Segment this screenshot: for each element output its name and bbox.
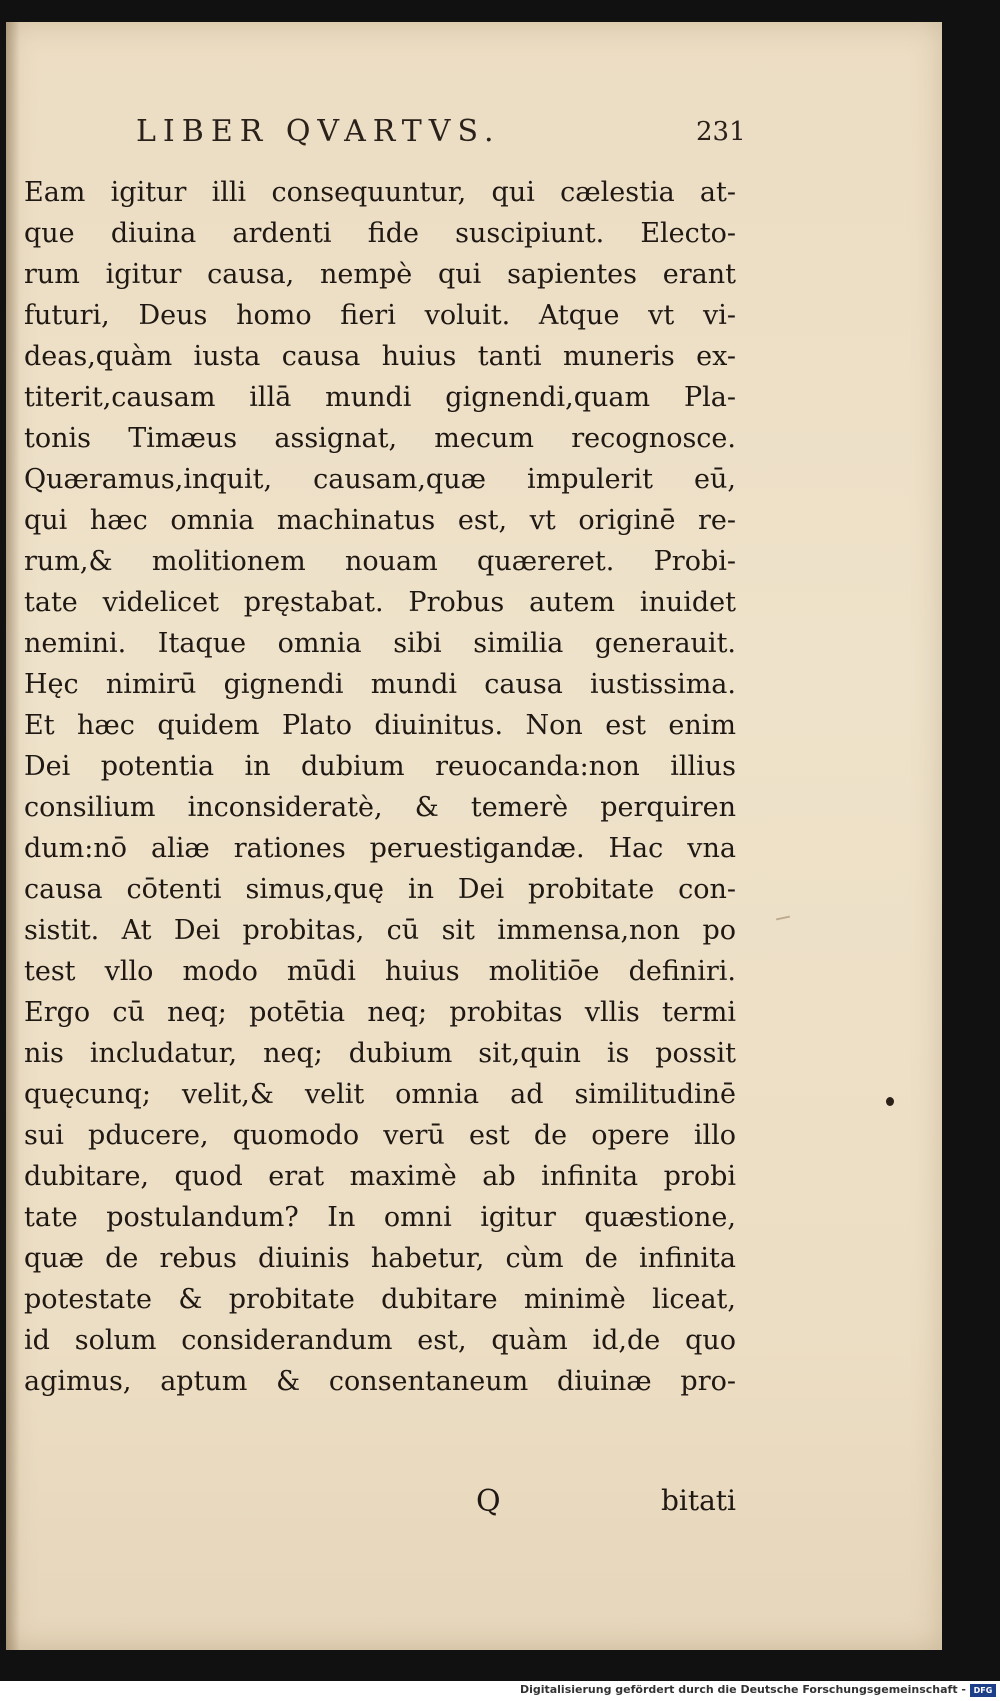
ink-mark	[776, 916, 790, 921]
footer-credit: Digitalisierung gefördert durch die Deutsche Forschungsgemeinschaft -	[519, 1683, 966, 1696]
text-line: nemini. Itaque omnia sibi similia generauit.	[24, 628, 736, 659]
text-line: deas,quàm iusta causa huius tanti muneris ex-	[24, 341, 736, 372]
signature-mark: Q	[476, 1484, 501, 1519]
text-line: rum,& molitionem nouam quæreret. Probi-	[24, 546, 736, 577]
page-edge-shadow	[6, 22, 20, 1650]
ink-speck	[886, 1097, 894, 1106]
text-line: Dei potentia in dubium reuocanda:non illius	[24, 751, 736, 782]
text-line: Et hæc quidem Plato diuinitus. Non est enim	[24, 710, 736, 741]
catchword-row	[476, 1484, 736, 1528]
text-line: Quæramus,inquit, causam,quæ impulerit eū,	[24, 464, 736, 495]
text-block	[24, 172, 736, 1402]
dfg-logo-icon: DFG	[970, 1684, 996, 1697]
text-line: tate videlicet pręstabat. Probus autem inuidet	[24, 587, 736, 618]
text-line: sistit. At Dei probitas, cū sit immensa,non po	[24, 915, 736, 946]
text-line: dum:nō aliæ rationes peruestigandæ. Hac vna	[24, 833, 736, 864]
page-number: 231	[696, 117, 746, 147]
text-line: rum igitur causa, nempè qui sapientes erant	[24, 259, 736, 290]
footer-bar	[0, 1681, 1000, 1701]
text-line: id solum considerandum est, quàm id,de quo	[24, 1325, 736, 1356]
text-line: causa cōtenti simus,quę in Dei probitate con-	[24, 874, 736, 905]
text-line: Ergo cū neq; potētia neq; probitas vllis termi	[24, 997, 736, 1028]
text-line: sui pducere, quomodo verū est de opere illo	[24, 1120, 736, 1151]
text-line: qui hæc omnia machinatus est, vt originē re-	[24, 505, 736, 536]
text-line: agimus, aptum & consentaneum diuinæ pro-	[24, 1366, 736, 1397]
text-line: futuri, Deus homo fieri voluit. Atque vt vi-	[24, 300, 736, 331]
text-line: nis includatur, neq; dubium sit,quin is possit	[24, 1038, 736, 1069]
text-line: quæ de rebus diuinis habetur, cùm de infinita	[24, 1243, 736, 1274]
text-line: titerit,causam illā mundi gignendi,quam Pla-	[24, 382, 736, 413]
text-line: dubitare, quod erat maximè ab infinita probi	[24, 1161, 736, 1192]
text-line: potestate & probitate dubitare minimè liceat,	[24, 1284, 736, 1315]
text-line: consilium inconsideratè, & temerè perquiren	[24, 792, 736, 823]
text-line: que diuina ardenti fide suscipiunt. Electo-	[24, 218, 736, 249]
text-line: Eam igitur illi consequuntur, qui cælestia at-	[24, 177, 736, 208]
text-line: tonis Timæus assignat, mecum recognosce.	[24, 423, 736, 454]
text-line: Hęc nimirū gignendi mundi causa iustissima.	[24, 669, 736, 700]
running-head: LIBER QVARTVS.	[136, 114, 501, 149]
book-page	[6, 22, 942, 1650]
catchword: bitati	[660, 1484, 736, 1517]
text-line: quęcunq; velit,& velit omnia ad similitudinē	[24, 1079, 736, 1110]
text-line: tate postulandum? In omni igitur quæstione,	[24, 1202, 736, 1233]
text-line: test vllo modo mūdi huius molitiōe definiri.	[24, 956, 736, 987]
